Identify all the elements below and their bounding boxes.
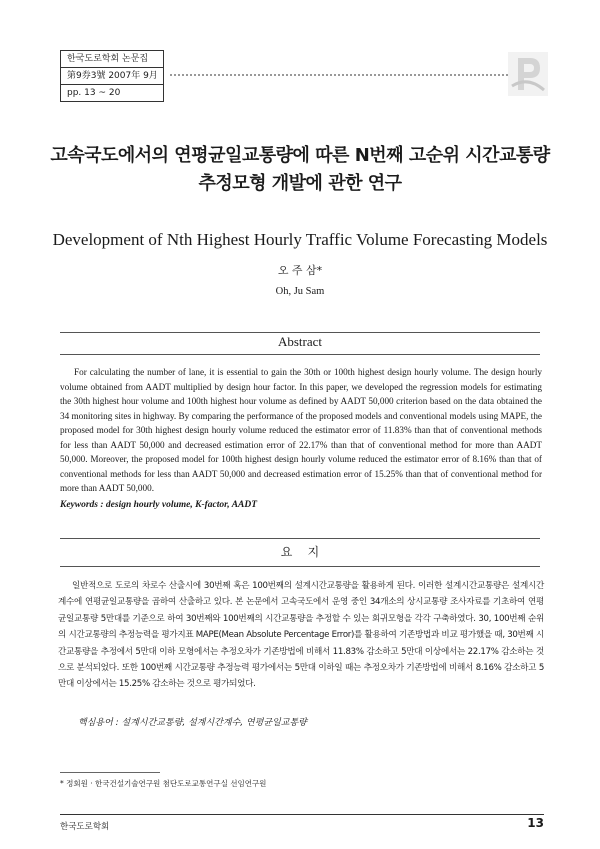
yoji-heading: 요 지: [280, 545, 320, 559]
journal-volume: 第9券3號 2007年 9月: [61, 68, 163, 85]
journal-pages: pp. 13 ~ 20: [67, 88, 121, 98]
yoji-top-rule: [60, 538, 540, 539]
abstract-keywords: Keywords : design hourly volume, K-factor, AADT: [60, 500, 258, 510]
abstract-body: For calculating the number of lane, it is essential to gain the 30th or 100th highest design hourly volume. The design hourly volume obtained from AADT multiplied by design hour factor. In this paper, we developed the regression models for estimating the 30th highest hour volume and 100th highest hour volume as defined by AADT 50,000 criterion based on the data obtained the 34 monitoring sites in highway. By comparing the performance of the proposed models and conventional models using MAPE, the proposed model for 30th highest design hourly volume reduced the estimator error of 11.83% than that of conventional methods for less than AADT 50,000 and decreased estimation error of 22.17% than that of conventional method for more than AADT 50,000. Moreover, the proposed model for 100th highest design hourly volume reduced the estimator error of 8.16% than that of conventional methods for less than AADT 50,000 and decreased estimation error of 15.25% than that of conventional method for more than AADT 50,000.: [60, 367, 542, 493]
paper-title-english: Development of Nth Highest Hourly Traffic Volume Forecasting Models: [52, 230, 548, 249]
footer-society-name: 한국도로학회: [60, 822, 110, 832]
abstract-bottom-rule: [60, 354, 540, 355]
header-dotted-rule: [170, 74, 512, 76]
yoji-body: 일반적으로 도로의 차로수 산출시에 30번째 혹은 100번째의 설계시간교통량을 활용하게 된다. 이러한 설계시간교통량은 설계시간계수에 연평균일교통량을 곱하여 산출하고 있다. 본 논문에서 고속국도에서 운영 중인 34개소의 상시교통량 조사자료를 기초하여 연평균일교통량 5만대를 기준으로 하여 30번째와 100번째의 시간교통량을 추정할 수 있는 회귀모형을 각각 구축하였다. 30, 100번째 순위의 시간교통량의 추정능력을 평가지표 MAPE(Mean Absolute Percentage Error)를 활용하여 기존방법과 비교 평가했을 때, 30번째 시간교통량을 추정에서 5만대 이하 모형에서는 추정오차가 기존방법에 비해서 11.83% 감소하고 5만대 이상에서는 22.17% 감소하는 것으로 분석되었다. 또한 100번째 시간교통량 추정능력 평가에서는 5만대 이하일 때는 추정오차가 기존방법에 비해서 8.16% 감소하고 5만대 이상에서는 15.25% 감소하는 것으로 평가되었다.: [58, 581, 544, 690]
journal-logo-icon: [508, 52, 548, 96]
yoji-bottom-rule: [60, 566, 540, 567]
author-affiliation-footnote: * 정회원 · 한국건설기술연구원 첨단도로교통연구실 선임연구원: [60, 779, 267, 788]
title-ko-line-1: 고속국도에서의 연평균일교통량에 따른 N번째 고순위 시간교통량: [50, 145, 550, 166]
abstract-heading: Abstract: [277, 334, 323, 349]
author-english: Oh, Ju Sam: [275, 286, 325, 297]
footer-rule: [60, 814, 544, 815]
korean-keywords: 핵심용어 : 설계시간교통량, 설계시간계수, 연평균일교통량: [78, 718, 307, 728]
page-number: 13: [527, 816, 544, 830]
abstract-top-rule: [60, 332, 540, 333]
journal-name: 한국도로학회 논문집: [61, 51, 163, 68]
footnote-rule: [60, 772, 160, 773]
title-ko-line-2: 추정모형 개발에 관한 연구: [198, 173, 402, 194]
author-korean: 오 주 삼*: [277, 264, 323, 277]
journal-info-box: [60, 50, 164, 102]
paper-title-korean: [40, 142, 560, 198]
